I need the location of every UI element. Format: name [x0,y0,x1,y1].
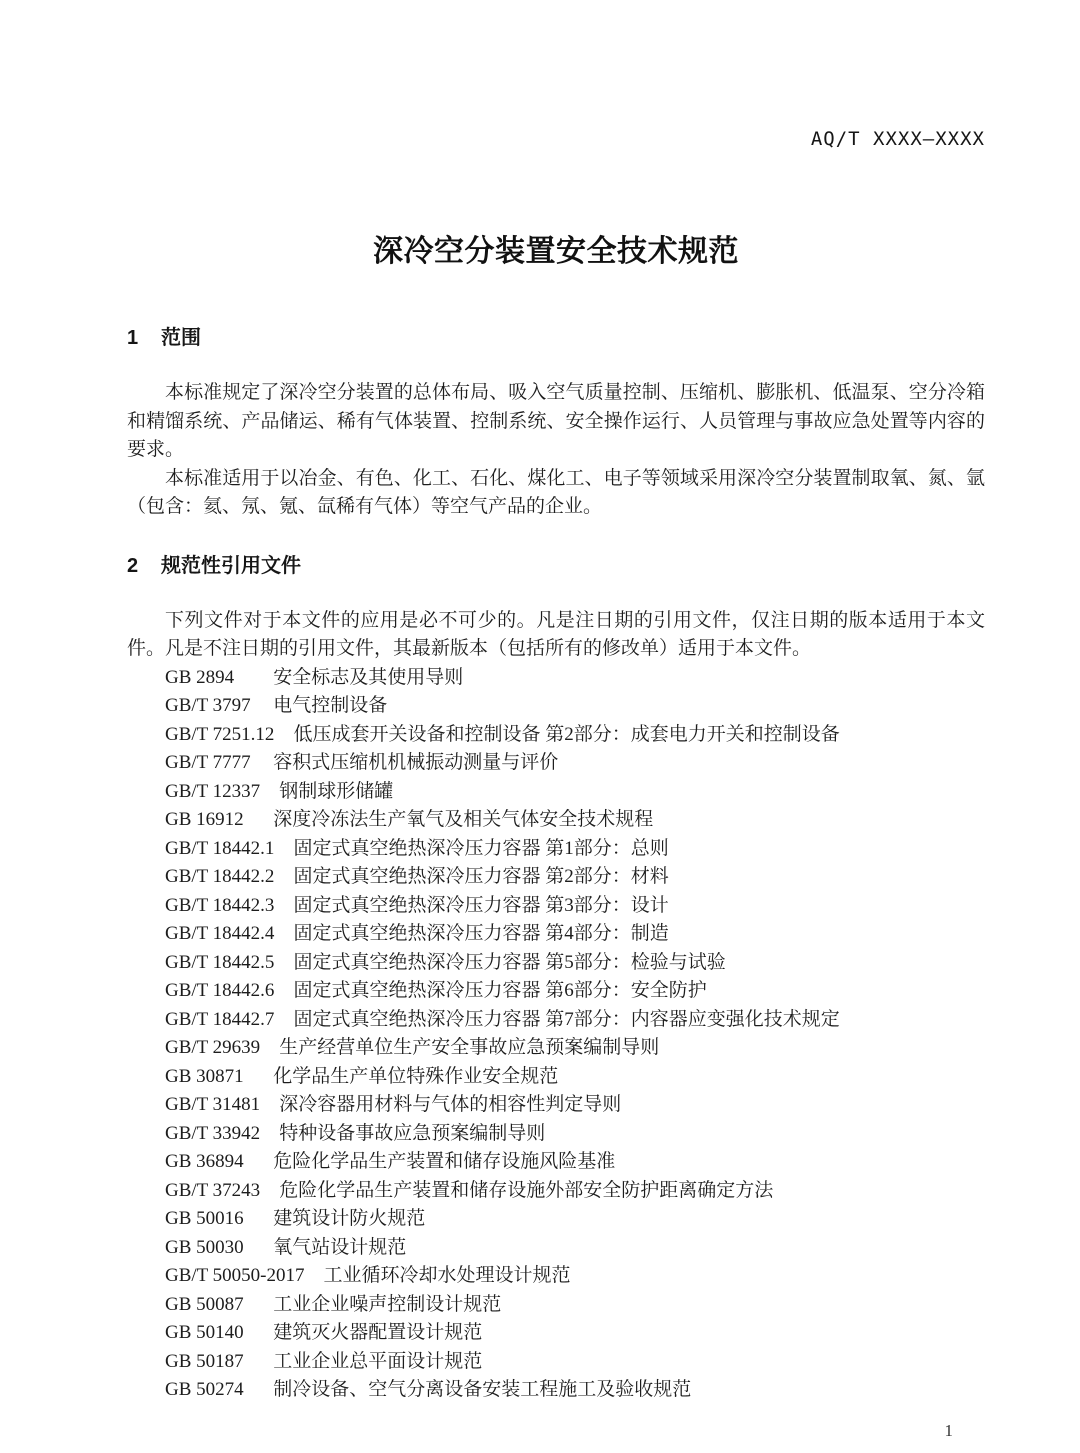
reference-item [165,1291,985,1320]
reference-title: 工业循环冷却水处理设计规范 [323,1265,571,1286]
reference-code: GB 50140 [165,1322,244,1343]
reference-title: 建筑灭火器配置设计规范 [273,1322,483,1343]
reference-code: GB 2894 [165,666,235,688]
reference-code: GB 50087 [165,1293,244,1315]
reference-title: 固定式真空绝热深冷压力容器 第7部分：内容器应变强化技术规定 [293,1008,840,1030]
reference-item [165,1120,985,1149]
reference-title: 特种设备事故应急预案编制导则 [279,1122,546,1144]
reference-item [165,1063,985,1092]
reference-title: 生产经营单位生产安全事故应急预案编制导则 [279,1037,660,1058]
reference-item [165,1205,985,1234]
reference-item [165,892,985,921]
reference-title: 安全标志及其使用导则 [273,666,464,688]
reference-code: GB/T 12337 [165,780,261,802]
reference-title: 钢制球形储罐 [279,780,394,802]
document-header [127,128,985,150]
reference-title: 容积式压缩机机械振动测量与评价 [273,752,559,773]
reference-code: GB 50030 [165,1236,244,1258]
reference-code: GB 30871 [165,1065,244,1087]
page-number: 1 [944,1420,953,1440]
reference-item [165,749,985,778]
references-list [127,664,985,1405]
section-scope-body [127,379,985,522]
reference-code: GB/T 18442.6 [165,980,275,1001]
reference-title: 固定式真空绝热深冷压力容器 第2部分：材料 [293,866,669,887]
reference-title: 工业企业噪声控制设计规范 [273,1293,502,1315]
reference-code: GB/T 7777 [165,752,251,773]
reference-title: 氧气站设计规范 [273,1236,407,1258]
reference-item [165,664,985,693]
reference-code: GB/T 18442.1 [165,837,275,859]
reference-title: 固定式真空绝热深冷压力容器 第3部分：设计 [293,894,669,916]
reference-code: GB 50016 [165,1208,244,1229]
reference-code: GB/T 18442.4 [165,923,275,944]
reference-code: GB/T 31481 [165,1094,261,1115]
reference-code: GB/T 18442.7 [165,1008,275,1030]
reference-item [165,835,985,864]
section-heading-label: 规范性引用文件 [161,554,301,577]
document-title: 深冷空分装置安全技术规范 [373,235,739,268]
reference-title: 深度冷冻法生产氧气及相关气体安全技术规程 [273,809,654,830]
reference-code: GB/T 3797 [165,695,251,716]
reference-item [165,1376,985,1405]
reference-title: 固定式真空绝热深冷压力容器 第4部分：制造 [293,923,669,944]
reference-code: GB/T 18442.2 [165,866,275,887]
reference-title: 电气控制设备 [273,695,388,716]
reference-title: 化学品生产单位特殊作业安全规范 [273,1065,559,1087]
reference-item [165,778,985,807]
references-intro-paragraph: 下列文件对于本文件的应用是必不可少的。凡是注日期的引用文件，仅注日期的版本适用于本文件。凡是不注日期的引用文件，其最新版本（包括所有的修改单）适用于本文件。 [127,609,985,659]
reference-title: 制冷设备、空气分离设备安装工程施工及验收规范 [273,1379,692,1400]
reference-code: GB/T 37243 [165,1179,261,1201]
section-references-body [127,607,985,1405]
reference-code: GB 50187 [165,1350,244,1372]
section-heading-scope [127,326,985,350]
scope-paragraph: 本标准适用于以冶金、有色、化工、石化、煤化工、电子等领域采用深冷空分装置制取氧、氮、氩（包含：氦、氖、氪、氙稀有气体）等空气产品的企业。 [127,467,985,517]
reference-title: 固定式真空绝热深冷压力容器 第6部分：安全防护 [293,980,707,1001]
reference-title: 固定式真空绝热深冷压力容器 第5部分：检验与试验 [293,951,726,973]
reference-item [165,1348,985,1377]
scope-paragraph: 本标准规定了深冷空分装置的总体布局、吸入空气质量控制、压缩机、膨胀机、低温泵、空分冷箱和精馏系统、产品储运、稀有气体装置、控制系统、安全操作运行、人员管理与事故应急处置等内容的要求。 [127,382,985,460]
page-footer [127,1421,985,1441]
doc-code: AQ/T XXXX—XXXX [810,128,985,150]
reference-item [165,1319,985,1348]
section-heading-label: 范围 [161,327,201,349]
reference-item [165,692,985,721]
reference-code: GB/T 50050-2017 [165,1265,305,1286]
reference-code: GB/T 18442.5 [165,951,275,973]
section-number: 1 [127,327,139,349]
reference-item [165,1148,985,1177]
reference-item [165,1234,985,1263]
reference-item [165,1091,985,1120]
reference-item [165,977,985,1006]
section-heading-normative-references [127,554,985,578]
reference-code: GB/T 33942 [165,1122,261,1144]
reference-item [165,949,985,978]
reference-title: 低压成套开关设备和控制设备 第2部分：成套电力开关和控制设备 [293,723,840,745]
reference-item [165,721,985,750]
reference-item [165,1262,985,1291]
reference-title: 深冷容器用材料与气体的相容性判定导则 [279,1094,622,1115]
reference-code: GB 16912 [165,809,244,830]
reference-title: 固定式真空绝热深冷压力容器 第1部分：总则 [293,837,669,859]
reference-code: GB/T 18442.3 [165,894,275,916]
reference-title: 建筑设计防火规范 [273,1208,426,1229]
reference-item [165,1177,985,1206]
reference-item [165,1034,985,1063]
reference-title: 危险化学品生产装置和储存设施风险基准 [273,1151,616,1172]
reference-title: 危险化学品生产装置和储存设施外部安全防护距离确定方法 [279,1179,774,1201]
section-number: 2 [127,554,139,577]
reference-item [165,920,985,949]
reference-code: GB/T 29639 [165,1037,261,1058]
reference-item [165,1006,985,1035]
reference-code: GB 50274 [165,1379,244,1400]
reference-item [165,806,985,835]
reference-code: GB 36894 [165,1151,244,1172]
reference-item [165,863,985,892]
reference-title: 工业企业总平面设计规范 [273,1350,483,1372]
reference-code: GB/T 7251.12 [165,723,275,745]
